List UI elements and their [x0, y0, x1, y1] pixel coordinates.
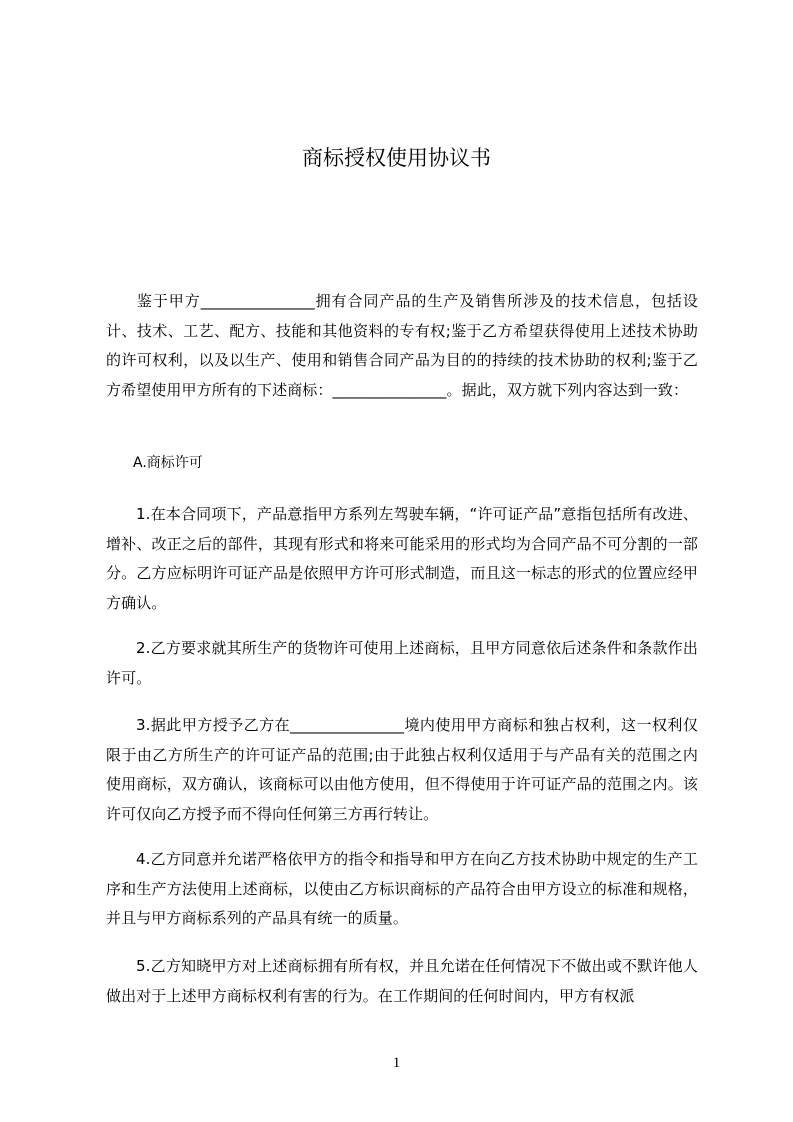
clause-text: 2.乙方要求就其所生产的货物许可使用上述商标，且甲方同意依后述条件和条款作出许可。: [106, 639, 698, 687]
clause-5: [106, 952, 698, 1011]
section-heading: A.商标许可: [133, 455, 203, 471]
clause-text: 3.据此甲方授予乙方在_______________境内使用甲方商标和独占权利，这一权利仅限于由乙方所生产的许可证产品的范围;由于此独占权利仅适用于与产品有关的范围之内使用商标，双方确认，该商标可以由他方使用，但不得使用于许可证产品的范围之内。该许可仅向乙方授予而不得向任何第三方再行转让。: [106, 716, 698, 823]
clause-text: 1.在本合同项下，产品意指甲方系列左驾驶车辆，“许可证产品”意指包括所有改进、增补、改正之后的部件，其现有形式和将来可能采用的形式均为合同产品不可分割的一部分。乙方应标明许可证产品是依照甲方许可形式制造，而且这一标志的形式的位置应经甲方确认。: [106, 505, 698, 612]
clause-2: [106, 634, 698, 693]
intro-paragraph: [106, 287, 698, 405]
clause-4: [106, 845, 698, 934]
clause-3: [106, 711, 698, 829]
page-number: 1: [392, 1055, 401, 1071]
intro-text: 鉴于甲方_______________拥有合同产品的生产及销售所涉及的技术信息，包括设计、技术、工艺、配方、技能和其他资料的专有权;鉴于乙方希望获得使用上述技术协助的许可权利，以及以生产、使用和销售合同产品为目的的持续的技术协助的权利;鉴于乙方希望使用甲方所有的下述商标：_______________。据此，双方就下列内容达到一致：: [106, 292, 698, 399]
clause-text: 5.乙方知晓甲方对上述商标拥有所有权，并且允诺在任何情况下不做出或不默许他人做出对于上述甲方商标权利有害的行为。在工作期间的任何时间内，甲方有权派: [106, 957, 698, 1005]
clause-text: 4.乙方同意并允诺严格依甲方的指令和指导和甲方在向乙方技术协助中规定的生产工序和生产方法使用上述商标，以使由乙方标识商标的产品符合由甲方设立的标准和规格，并且与甲方商标系列的产品具有统一的质量。: [106, 850, 698, 927]
document-title: 商标授权使用协议书: [302, 146, 491, 170]
clause-1: [106, 500, 698, 618]
